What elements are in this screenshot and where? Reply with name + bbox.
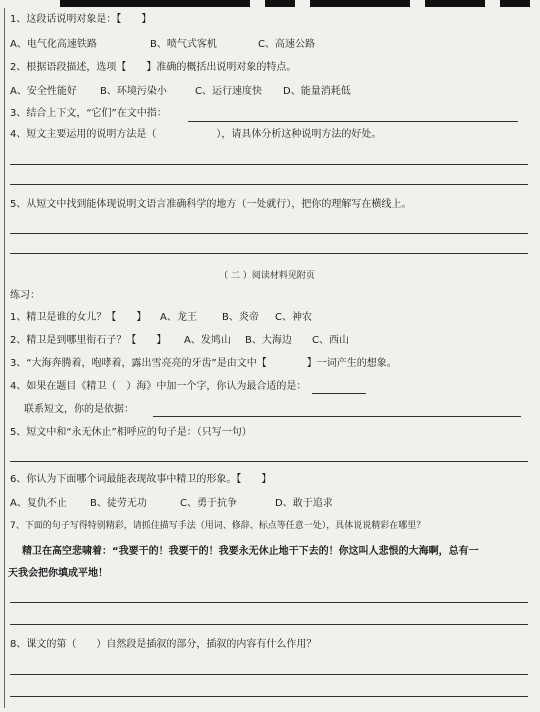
section-2-title: （ 二 ）阅读材料见附页 [219,271,315,281]
q2-option-a: A、安全性能好 [10,86,77,97]
q1-option-b: B、喷气式客机 [150,39,217,50]
p7-answer-line-1[interactable] [10,602,528,603]
practice-3-stem: 3、“大海奔腾着，咆哮着，露出雪亮亮的牙齿”是由文中【 】一词产生的想象。 [10,358,397,369]
q1-option-c: C、高速公路 [258,39,315,50]
practice-4-stem: 4、如果在题目《精卫（ ）海》中加一个字，你认为最合适的是： [10,381,307,392]
q2-option-d: D、能量消耗低 [283,86,351,97]
practice-4-basis: 联系短文，你的是依据： [24,404,134,415]
practice-2-stem: 2、精卫是到哪里衔石子？【 】 [10,335,167,346]
practice-6-stem: 6、你认为下面哪个词最能表现故事中精卫的形象。【 】 [10,474,272,485]
q5-answer-line-1[interactable] [10,233,528,234]
practice-5-stem: 5、短文中和“永无休止”相呼应的句子是：（只写一句） [10,427,252,438]
q3-answer-line[interactable] [188,121,518,122]
p8-answer-line-1[interactable] [10,674,528,675]
question-5-stem: 5、从短文中找到能体现说明文语言准确科学的地方（一处就行），把你的理解写在横线上。 [10,199,412,210]
q4-answer-line-1[interactable] [10,164,528,165]
question-3-stem: 3、结合上下文，“它们”在文中指： [10,108,167,119]
p7-quote-line-1: 精卫在高空悲啸着：“我要干的！我要干的！我要永无休止地干下去的！你这叫人悲恨的大海啊，总有一 [22,546,479,557]
question-1-stem: 1、这段话说明对象是：【 】 [10,14,152,25]
q1-option-a: A、电气化高速铁路 [10,39,97,50]
question-4-stem: 4、短文主要运用的说明方法是（ ），请具体分析这种说明方法的好处。 [10,129,382,140]
p4-answer-blank[interactable] [312,393,366,394]
p5-answer-line[interactable] [10,461,528,462]
p6-option-a: A、复仇不止 [10,498,67,509]
p8-answer-line-2[interactable] [10,696,528,697]
p6-option-c: C、勇于抗争 [180,498,237,509]
p2-option-b: B、大海边 [245,335,292,346]
p1-option-b: B、炎帝 [222,312,259,323]
q2-option-c: C、运行速度快 [195,86,262,97]
p1-option-a: A、龙王 [160,312,197,323]
practice-label: 练习： [10,290,40,301]
question-2-stem: 2、根据语段描述，选项【 】准确的概括出说明对象的特点。 [10,62,297,73]
p4-basis-line[interactable] [153,416,521,417]
practice-8-stem: 8、课文的第（ ）自然段是插叙的部分，插叙的内容有什么作用？ [10,639,317,650]
practice-7-stem: 7、下面的句子写得特别精彩，请抓住描写手法（用词、修辞、标点等任意一处），具体说说精彩在哪里？ [10,521,426,531]
q4-answer-line-2[interactable] [10,184,528,185]
q2-option-b: B、环境污染小 [100,86,167,97]
p6-option-d: D、敢于追求 [275,498,333,509]
p7-answer-line-2[interactable] [10,624,528,625]
p1-option-c: C、神农 [275,312,312,323]
p2-option-a: A、发鸠山 [184,335,231,346]
practice-1-stem: 1、精卫是谁的女儿？【 】 [10,312,147,323]
top-edge-bar [60,0,530,7]
p6-option-b: B、徒劳无功 [90,498,147,509]
p2-option-c: C、西山 [312,335,349,346]
q5-answer-line-2[interactable] [10,253,528,254]
p7-quote-line-2: 天我会把你填成平地！ [8,568,108,579]
